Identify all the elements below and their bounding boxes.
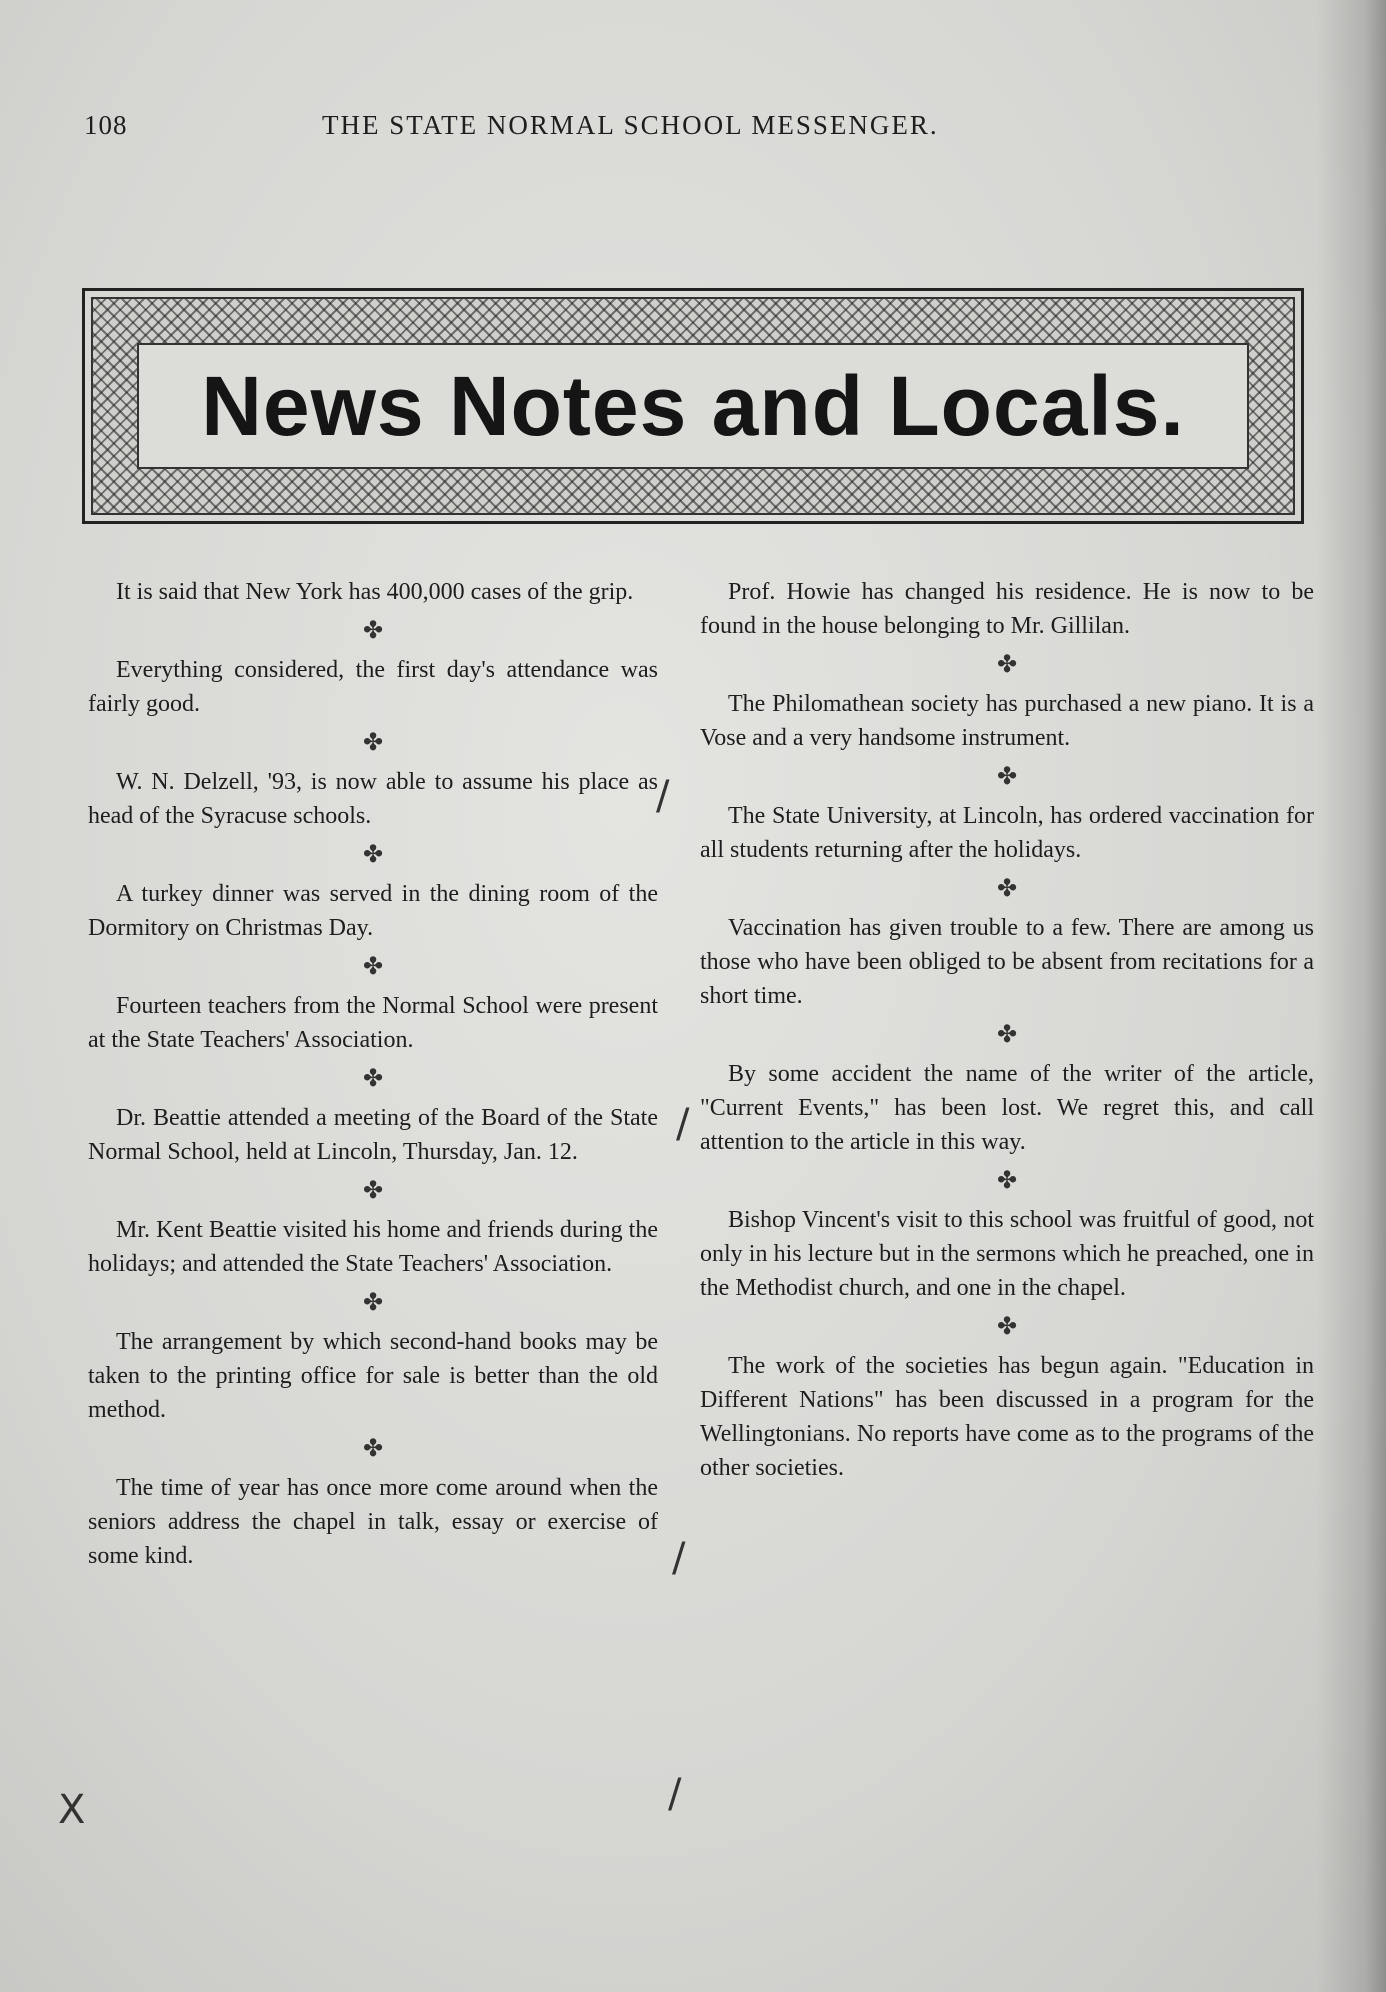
handwritten-tick-mark: / bbox=[668, 1771, 682, 1817]
running-head bbox=[84, 110, 1084, 150]
handwritten-x-mark: X bbox=[58, 1787, 86, 1833]
fleuron-separator: ✤ bbox=[362, 842, 384, 868]
fleuron-separator: ✤ bbox=[362, 730, 384, 756]
news-item: By some accident the name of the writer of the article, "Current Events," has been lost. We regret this, and call attention to the article in this way. bbox=[700, 1061, 1314, 1155]
news-item: It is said that New York has 400,000 cases of the grip. bbox=[116, 579, 634, 605]
fleuron-separator: ✤ bbox=[996, 1314, 1018, 1340]
right-column bbox=[700, 575, 1314, 1485]
fleuron-separator: ✤ bbox=[362, 1178, 384, 1204]
news-item: Mr. Kent Beattie visited his home and friends during the holidays; and attended the State Teachers' Association. bbox=[88, 1217, 658, 1277]
fleuron-separator: ✤ bbox=[362, 1066, 384, 1092]
journal-title: THE STATE NORMAL SCHOOL MESSENGER. bbox=[322, 110, 939, 140]
fleuron-separator: ✤ bbox=[996, 764, 1018, 790]
section-banner bbox=[82, 288, 1304, 524]
news-item: Bishop Vincent's visit to this school was fruitful of good, not only in his lecture but in the sermons which he preached, one in the Methodist church, and one in the chapel. bbox=[700, 1207, 1314, 1301]
fleuron-separator: ✤ bbox=[996, 1168, 1018, 1194]
news-item: Everything considered, the first day's attendance was fairly good. bbox=[88, 657, 658, 717]
news-item: The Philomathean society has purchased a new piano. It is a Vose and a very handsome instrument. bbox=[700, 691, 1314, 751]
fleuron-separator: ✤ bbox=[362, 1290, 384, 1316]
banner-panel bbox=[137, 343, 1249, 469]
handwritten-tick-mark: / bbox=[676, 1101, 690, 1147]
page-number: 108 bbox=[84, 110, 128, 140]
news-item: The time of year has once more come around when the seniors address the chapel in talk, essay or exercise of some kind. bbox=[88, 1475, 658, 1569]
fleuron-separator: ✤ bbox=[362, 954, 384, 980]
news-item: Fourteen teachers from the Normal School were present at the State Teachers' Association. bbox=[88, 993, 658, 1053]
news-item: The State University, at Lincoln, has ordered vaccination for all students returning after the holidays. bbox=[700, 803, 1314, 863]
fleuron-separator: ✤ bbox=[996, 1022, 1018, 1048]
left-column bbox=[88, 575, 658, 1573]
handwritten-tick-mark: / bbox=[656, 773, 670, 819]
page-edge-shadow bbox=[1316, 0, 1386, 1992]
fleuron-separator: ✤ bbox=[996, 652, 1018, 678]
news-item: Vaccination has given trouble to a few. There are among us those who have been obliged to be absent from recitations for a short time. bbox=[700, 915, 1314, 1009]
news-item: W. N. Delzell, '93, is now able to assume his place as head of the Syracuse schools. bbox=[88, 769, 658, 829]
news-item: The arrangement by which second-hand books may be taken to the printing office for sale is better than the old method. bbox=[88, 1329, 658, 1423]
news-item: The work of the societies has begun again. "Education in Different Nations" has been discussed in a program for the Wellingtonians. No reports have come as to the programs of the other societies. bbox=[700, 1353, 1314, 1481]
fleuron-separator: ✤ bbox=[996, 876, 1018, 902]
fleuron-separator: ✤ bbox=[362, 1436, 384, 1462]
fleuron-separator: ✤ bbox=[362, 618, 384, 644]
handwritten-tick-mark: / bbox=[672, 1535, 686, 1581]
news-item: A turkey dinner was served in the dining room of the Dormitory on Christmas Day. bbox=[88, 881, 658, 941]
news-item: Prof. Howie has changed his residence. He is now to be found in the house belonging to Mr. Gillilan. bbox=[700, 579, 1314, 639]
news-item: Dr. Beattie attended a meeting of the Board of the State Normal School, held at Lincoln, Thursday, Jan. 12. bbox=[88, 1105, 658, 1165]
section-title: News Notes and Locals. bbox=[201, 358, 1185, 453]
